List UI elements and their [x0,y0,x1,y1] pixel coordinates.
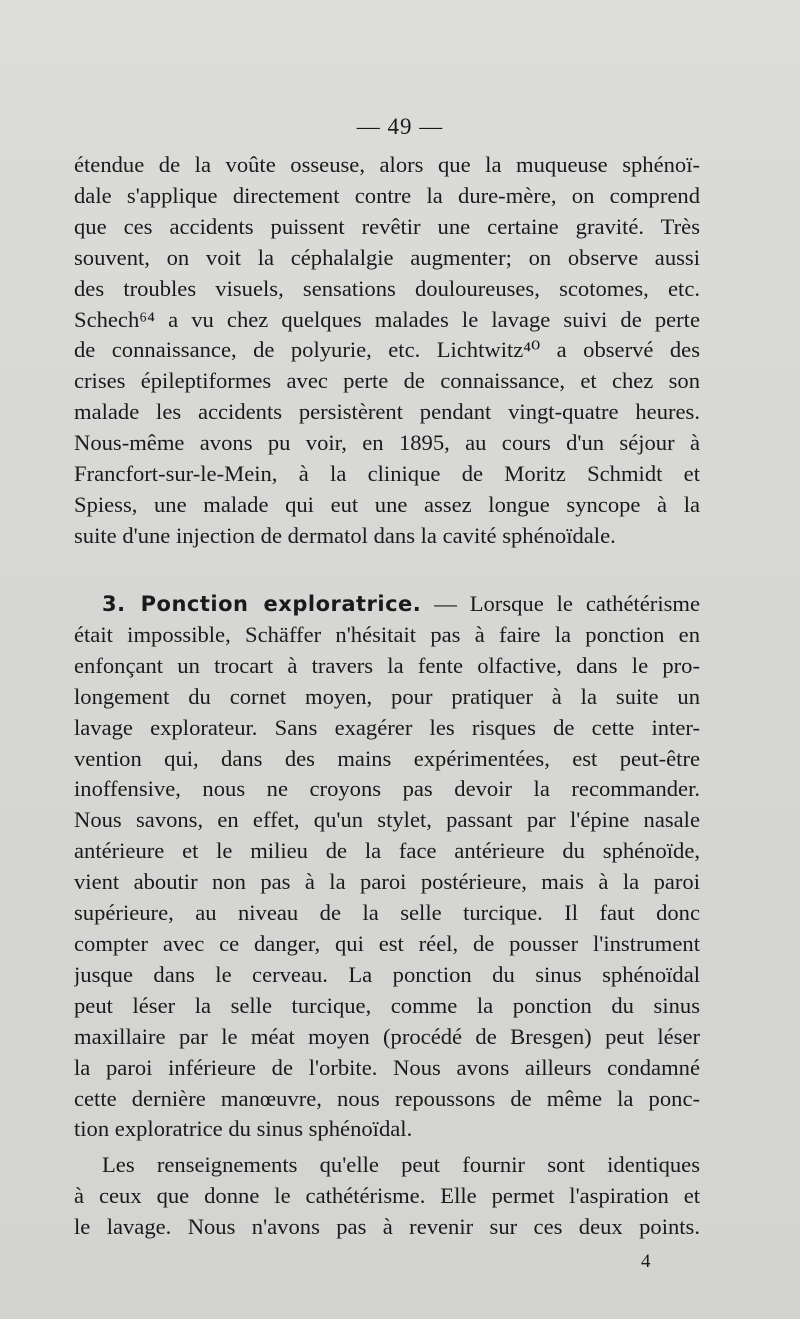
text-line: Nous savons, en effet, qu'un stylet, passant par l'épine nasale [74,807,700,833]
text-line: tion exploratrice du sinus sphénoïdal. [74,1116,413,1142]
text-line: enfonçant un trocart à travers la fente olfactive, dans le pro- [74,652,700,678]
text-line: peut léser la selle turcique, comme la ponction du sinus [74,992,700,1018]
text-line: antérieure et le milieu de la face antérieure du sphénoïde, [74,838,700,864]
text-line: des troubles visuels, sensations douloureuses, scotomes, etc. [74,275,700,301]
page-number: — 49 — [356,114,444,139]
text-line: inoffensive, nous ne croyons pas devoir la recommander. [74,776,700,802]
paragraph-3 [74,1150,700,1243]
text-line: maxillaire par le méat moyen (procédé de Bresgen) peut léser [74,1023,700,1049]
text-line-rest: — Lorsque le cathétérisme [421,591,700,616]
text-line: étendue de la voûte osseuse, alors que la muqueuse sphénoï- [74,152,700,177]
text-line: de connaissance, de polyurie, etc. Lichtwitz⁴⁰ a observé des [74,337,700,363]
text-line: dale s'applique directement contre la dure-mère, on comprend [74,182,700,208]
text-line: vention qui, dans des mains expérimentées, est peut-être [74,745,700,771]
text-line: le lavage. Nous n'avons pas à revenir sur ces deux points. [74,1213,700,1239]
text-line: Spiess, une malade qui eut une assez longue syncope à la [74,491,700,517]
paragraph-1 [74,150,700,552]
text-line: malade les accidents persistèrent pendant vingt-quatre heures. [74,399,700,425]
text-line: longement du cornet moyen, pour pratiquer à la suite un [74,683,700,709]
section-heading-line [74,589,700,620]
text-line: que ces accidents puissent revêtir une certaine gravité. Très [74,213,700,239]
text-line: suite d'une injection de dermatol dans la cavité sphénoïdale. [74,522,616,548]
section-heading: 3. Ponction exploratrice. [102,592,422,616]
text-line: souvent, on voit la céphalalgie augmenter; on observe aussi [74,244,700,270]
text-line: Nous-même avons pu voir, en 1895, au cours d'un séjour à [74,430,700,456]
text-line: lavage explorateur. Sans exagérer les risques de cette inter- [74,714,700,740]
text-line: Schech⁶⁴ a vu chez quelques malades le lavage suivi de perte [74,306,700,332]
text-line: Les renseignements qu'elle peut fournir sont identiques [102,1152,700,1177]
text-line: supérieure, au niveau de la selle turcique. Il faut donc [74,900,700,926]
text-line: jusque dans le cerveau. La ponction du sinus sphénoïdal [74,961,700,987]
text-line: à ceux que donne le cathétérisme. Elle permet l'aspiration et [74,1182,700,1208]
text-line: était impossible, Schäffer n'hésitait pas à faire la ponction en [74,621,700,647]
text-line: compter avec ce danger, qui est réel, de pousser l'instrument [74,930,700,956]
text-line: Francfort-sur-le-Mein, à la clinique de Moritz Schmidt et [74,461,700,487]
paragraph-2 [74,589,700,1145]
text-line: cette dernière manœuvre, nous repoussons de même la ponc- [74,1085,700,1111]
signature-mark: 4 [641,1251,651,1272]
text-line: crises épileptiformes avec perte de connaissance, et chez son [74,368,700,394]
text-line: la paroi inférieure de l'orbite. Nous avons ailleurs condamné [74,1054,700,1080]
text-line: vient aboutir non pas à la paroi postérieure, mais à la paroi [74,869,700,895]
